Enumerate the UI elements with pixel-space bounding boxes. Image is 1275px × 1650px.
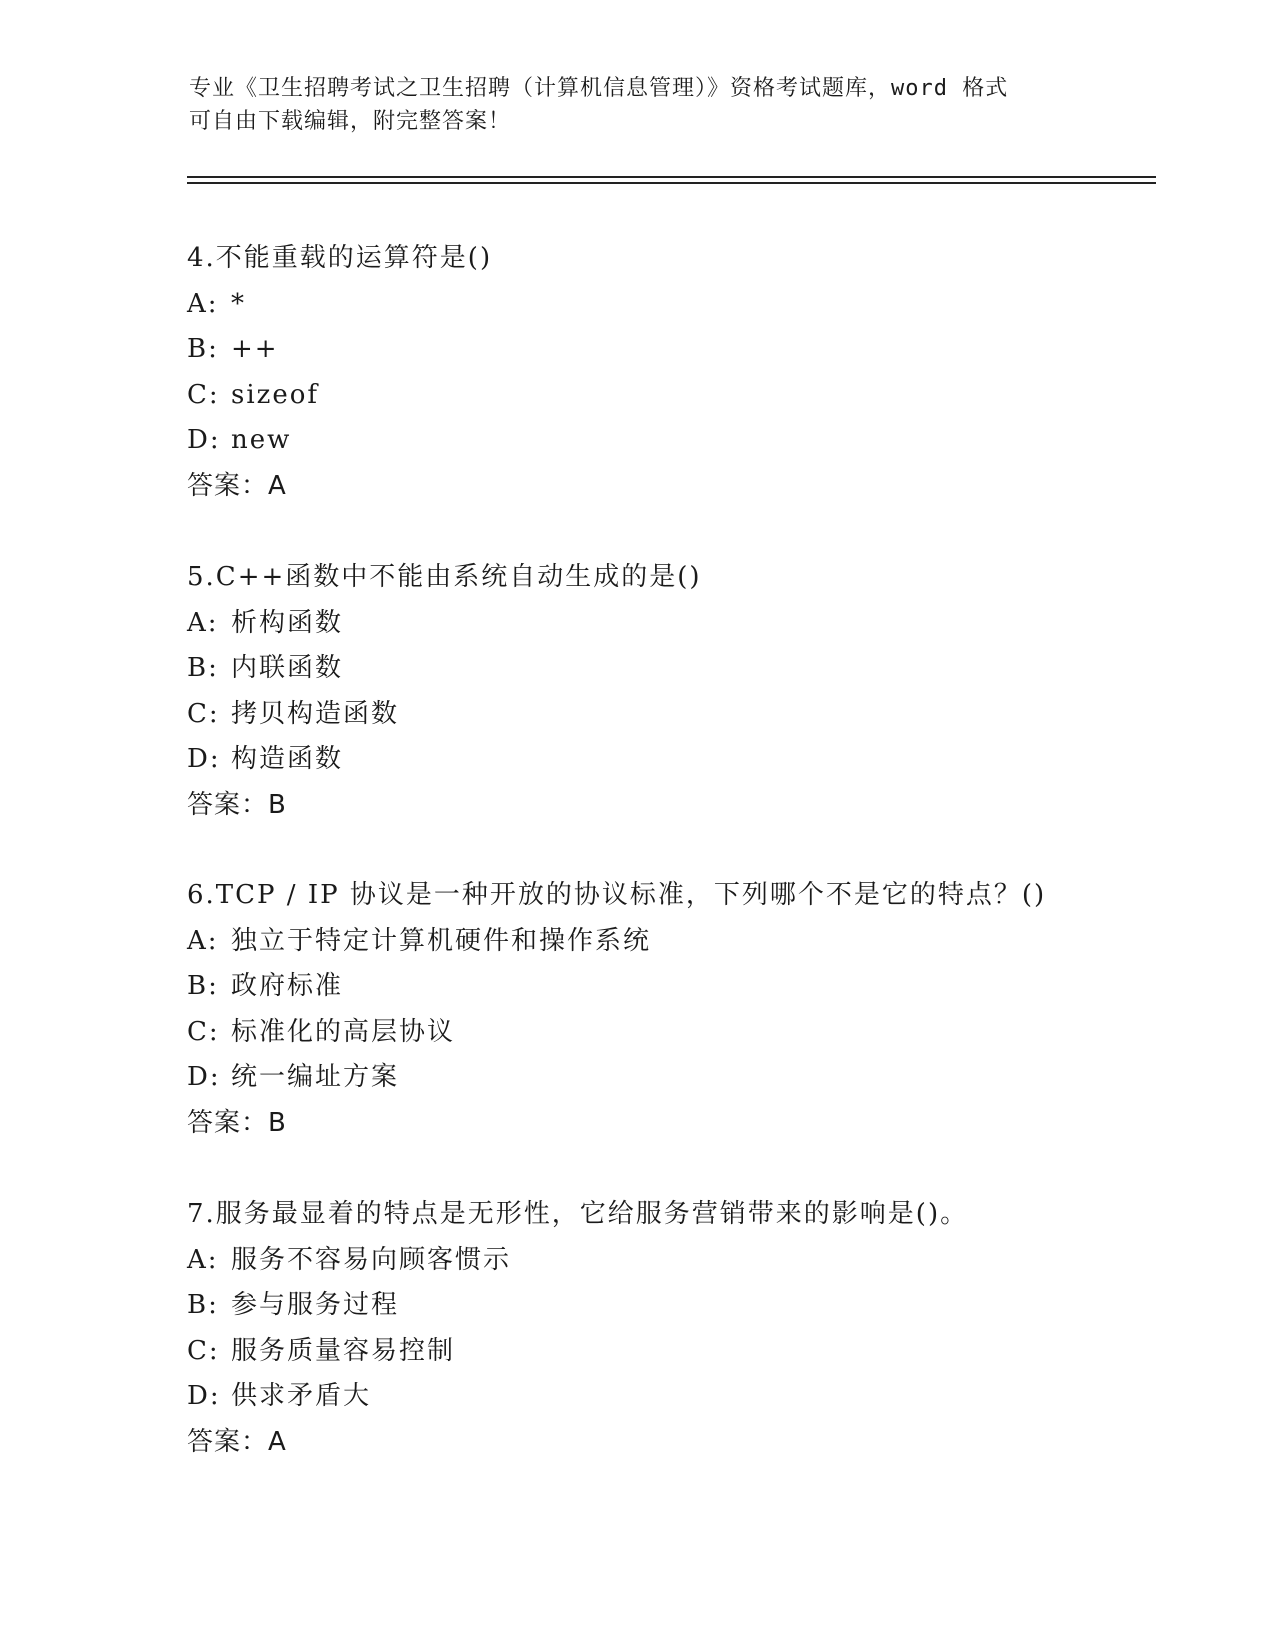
option-text: sizeof (231, 379, 320, 410)
option-text: 供求矛盾大 (231, 1381, 372, 1411)
question-block (187, 873, 1187, 1146)
option-letter: C: (187, 379, 220, 410)
option-d (187, 737, 1187, 783)
answer-line: 答案：B (187, 1107, 287, 1138)
header-divider-top (187, 176, 1156, 178)
option-b (187, 964, 1187, 1010)
option-letter: D: (187, 1381, 221, 1411)
answer-line: 答案：A (187, 470, 287, 501)
option-letter: B: (187, 1290, 219, 1320)
option-text: 统一编址方案 (231, 1062, 400, 1092)
option-b (187, 327, 1187, 373)
option-c (187, 373, 1187, 419)
option-text: 拷贝构造函数 (231, 698, 400, 729)
option-letter: C: (187, 698, 220, 729)
option-text: new (231, 425, 292, 455)
header-line-1: 专业《卫生招聘考试之卫生招聘（计算机信息管理）》资格考试题库，word 格式 (189, 76, 1009, 101)
option-c (187, 1010, 1187, 1056)
option-letter: B: (187, 653, 219, 683)
option-b (187, 1283, 1187, 1329)
answer-line: 答案：B (187, 789, 287, 820)
option-a (187, 601, 1187, 647)
question-stem: 5.C++函数中不能由系统自动生成的是() (187, 562, 702, 592)
question-block (187, 1192, 1187, 1465)
option-text: 内联函数 (231, 653, 344, 683)
option-b (187, 646, 1187, 692)
question-stem: 6.TCP / IP 协议是一种开放的协议标准，下列哪个不是它的特点？() (187, 880, 1047, 910)
option-letter: A: (187, 925, 219, 956)
question-block (187, 555, 1187, 828)
option-text: 析构函数 (231, 607, 344, 638)
option-letter: D: (187, 1062, 221, 1092)
question-stem: 7.服务最显着的特点是无形性，它给服务营销带来的影响是()。 (187, 1199, 969, 1229)
answer-line: 答案：A (187, 1426, 287, 1457)
option-c (187, 1329, 1187, 1375)
option-d (187, 418, 1187, 464)
question-stem: 4.不能重载的运算符是() (187, 243, 493, 273)
option-text: 构造函数 (231, 744, 344, 774)
option-text: 服务质量容易控制 (231, 1335, 456, 1366)
option-letter: A: (187, 288, 219, 319)
option-letter: A: (187, 1244, 219, 1275)
document-header (189, 72, 1089, 138)
option-letter: D: (187, 744, 221, 774)
option-text: 政府标准 (231, 971, 344, 1001)
option-text: 参与服务过程 (231, 1290, 400, 1320)
option-text: 服务不容易向顾客惯示 (231, 1244, 512, 1275)
option-text: ++ (231, 334, 279, 364)
option-letter: B: (187, 971, 219, 1001)
option-a (187, 282, 1187, 328)
question-block (187, 236, 1187, 509)
option-c (187, 692, 1187, 738)
option-letter: D: (187, 425, 221, 455)
option-text: 标准化的高层协议 (231, 1016, 456, 1047)
option-letter: A: (187, 607, 219, 638)
option-letter: C: (187, 1335, 220, 1366)
option-letter: C: (187, 1016, 220, 1047)
option-text: 独立于特定计算机硬件和操作系统 (231, 925, 652, 956)
option-d (187, 1374, 1187, 1420)
header-line-2: 可自由下载编辑，附完整答案！ (189, 109, 512, 134)
option-d (187, 1055, 1187, 1101)
option-letter: B: (187, 334, 219, 364)
option-a (187, 919, 1187, 965)
option-text: * (231, 288, 246, 319)
header-divider-bottom (187, 182, 1156, 184)
option-a (187, 1238, 1187, 1284)
